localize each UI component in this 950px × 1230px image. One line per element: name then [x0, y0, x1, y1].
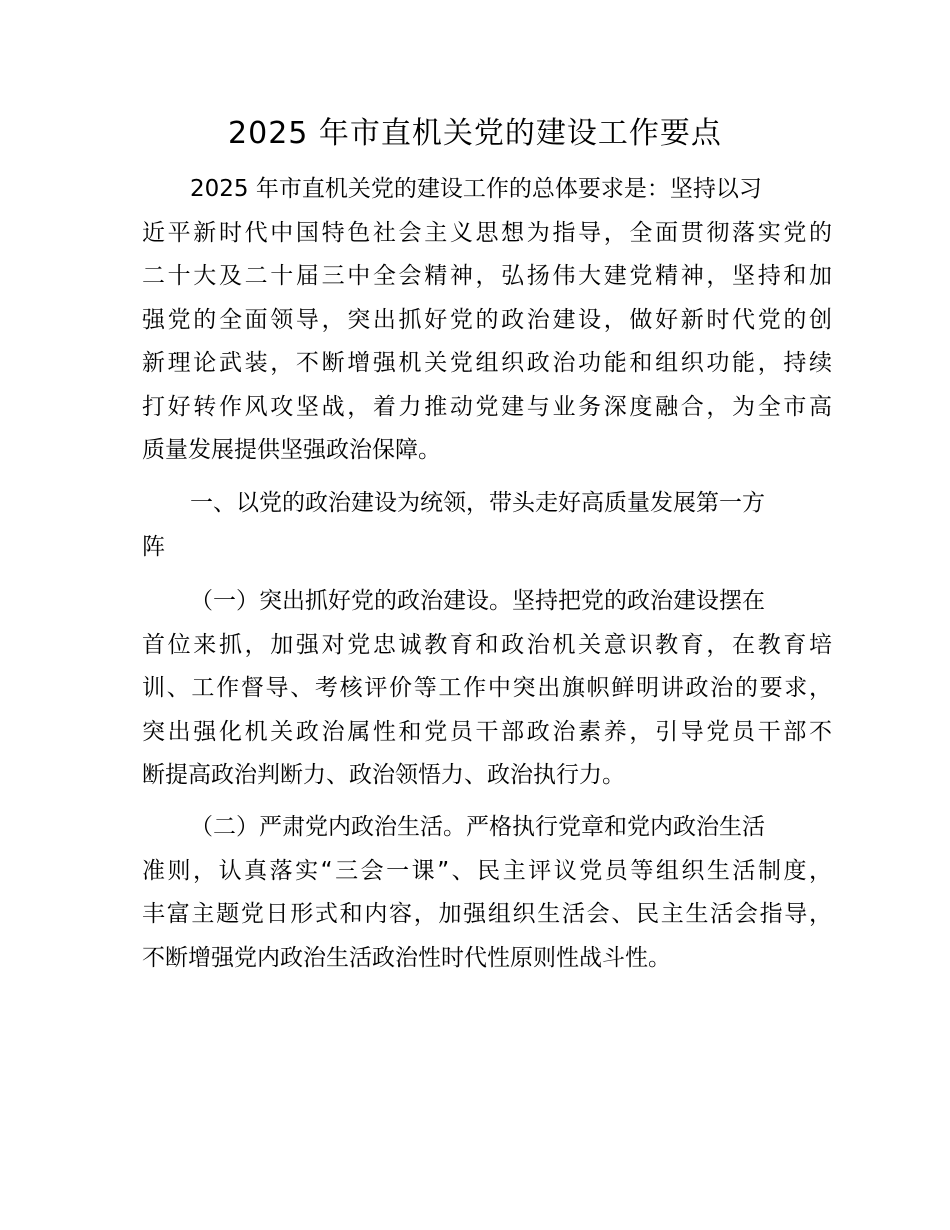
paragraph-line: 2025 年市直机关党的建设工作的总体要求是：坚持以习 — [190, 176, 762, 202]
paragraph-general-requirements — [142, 168, 832, 473]
paragraph-line: 断提高政治判断力、政治领悟力、政治执行力。 — [142, 762, 625, 788]
heading-line: 阵 — [142, 533, 165, 560]
paragraph-item-one — [142, 580, 832, 798]
section-heading-one — [142, 482, 832, 569]
paragraph-line: 近平新时代中国特色社会主义思想为指导，全面贯彻落实党的 — [142, 219, 832, 246]
heading-line: 一、以党的政治建设为统领，带头走好高质量发展第一方 — [190, 490, 765, 516]
paragraph-line: 丰富主题党日形式和内容，加强组织生活会、民主生活会指导， — [142, 901, 832, 927]
paragraph-line: 突出强化机关政治属性和党员干部政治素养，引导党员干部不 — [142, 718, 832, 745]
paragraph-line: 准则，认真落实“三会一课”、民主评议党员等组织生活制度， — [142, 857, 832, 884]
paragraph-line: （一）突出抓好党的政治建设。坚持把党的政治建设摆在 — [190, 588, 765, 614]
paragraph-line: 二十大及二十届三中全会精神，弘扬伟大建党精神，坚持和加 — [142, 263, 832, 289]
paragraph-line: 不断增强党内政治生活政治性时代性原则性战斗性。 — [142, 944, 671, 971]
paragraph-line: 新理论武装，不断增强机关党组织政治功能和组织功能，持续 — [142, 350, 832, 376]
paragraph-line: 质量发展提供坚强政治保障。 — [142, 437, 441, 463]
paragraph-line: 强党的全面领导，突出抓好党的政治建设，做好新时代党的创 — [142, 306, 832, 333]
paragraph-line: 打好转作风攻坚战，着力推动党建与业务深度融合，为全市高 — [142, 393, 832, 420]
paragraph-line: 首位来抓，加强对党忠诚教育和政治机关意识教育，在教育培 — [142, 631, 832, 658]
paragraph-line: 训、工作督导、考核评价等工作中突出旗帜鲜明讲政治的要求， — [142, 675, 832, 701]
paragraph-line: （二）严肃党内政治生活。严格执行党章和党内政治生活 — [190, 814, 765, 840]
document-title: 2025 年市直机关党的建设工作要点 — [228, 116, 722, 151]
paragraph-item-two — [142, 806, 832, 980]
